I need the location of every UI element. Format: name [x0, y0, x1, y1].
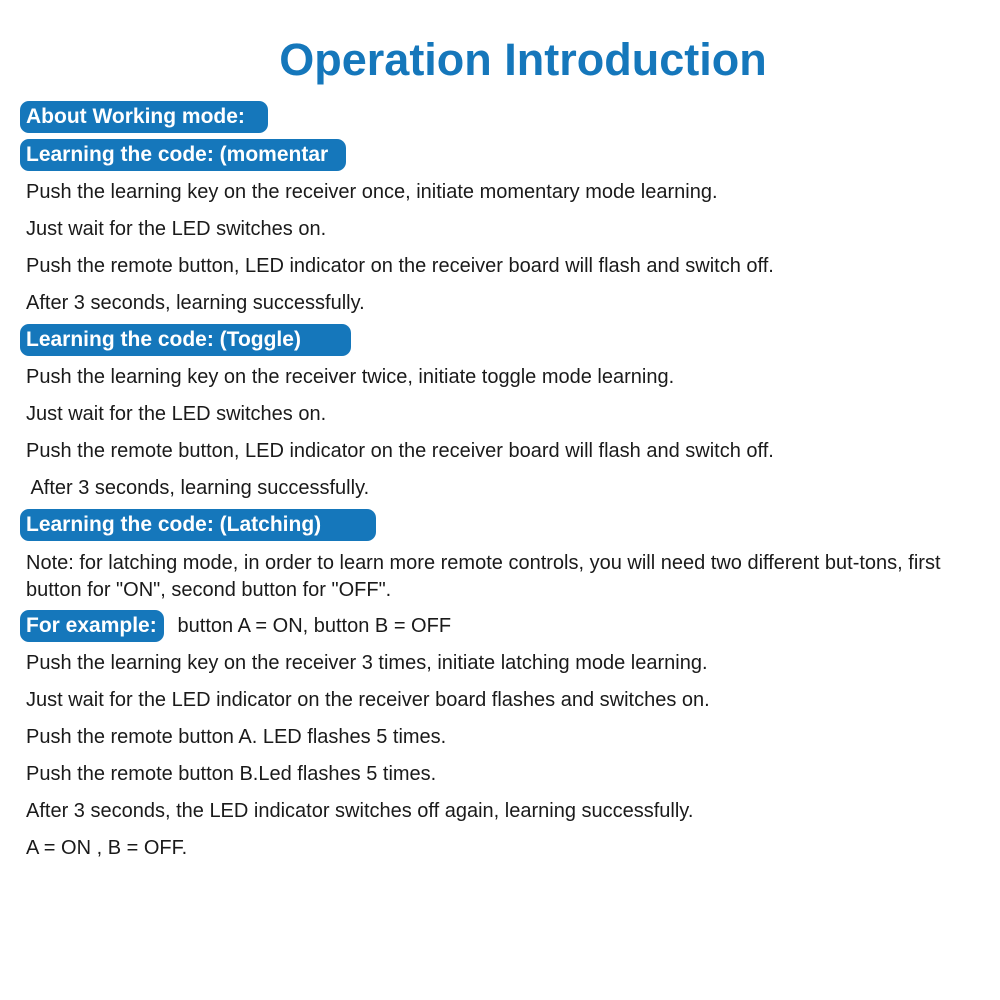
example-label: For example:	[20, 610, 164, 642]
section-heading-momentary: Learning the code: (momentar	[20, 139, 346, 171]
latching-step-3: Push the remote button A. LED flashes 5 times.	[26, 726, 447, 748]
momentary-step-2: Just wait for the LED switches on.	[26, 218, 327, 240]
toggle-step-2: Just wait for the LED switches on.	[26, 403, 327, 425]
toggle-step-4: After 3 seconds, learning successfully.	[26, 477, 370, 499]
momentary-step-1: Push the learning key on the receiver once, initiate momentary mode learning.	[26, 181, 718, 203]
momentary-step-3: Push the remote button, LED indicator on the receiver board will flash and switch off.	[26, 255, 774, 277]
latching-step-1: Push the learning key on the receiver 3 times, initiate latching mode learning.	[26, 652, 708, 674]
latching-step-2: Just wait for the LED indicator on the receiver board flashes and switches on.	[26, 689, 710, 711]
latching-step-6: A = ON , B = OFF.	[26, 837, 188, 859]
latching-step-5: After 3 seconds, the LED indicator switches off again, learning successfully.	[26, 800, 694, 822]
latching-step-4: Push the remote button B.Led flashes 5 times.	[26, 763, 437, 785]
section-heading-toggle: Learning the code: (Toggle)	[20, 324, 351, 356]
momentary-step-4: After 3 seconds, learning successfully.	[26, 292, 365, 314]
latching-note: Note: for latching mode, in order to learn more remote controls, you will need two different but-tons, first button for "ON", second button for "OFF".	[26, 552, 941, 601]
section-heading-working-mode: About Working mode:	[20, 101, 268, 133]
toggle-step-1: Push the learning key on the receiver twice, initiate toggle mode learning.	[26, 366, 675, 388]
page-title: Operation Introduction	[279, 34, 767, 85]
section-heading-latching: Learning the code: (Latching)	[20, 509, 376, 541]
example-text: button A = ON, button B = OFF	[172, 615, 452, 637]
toggle-step-3: Push the remote button, LED indicator on the receiver board will flash and switch off.	[26, 440, 774, 462]
